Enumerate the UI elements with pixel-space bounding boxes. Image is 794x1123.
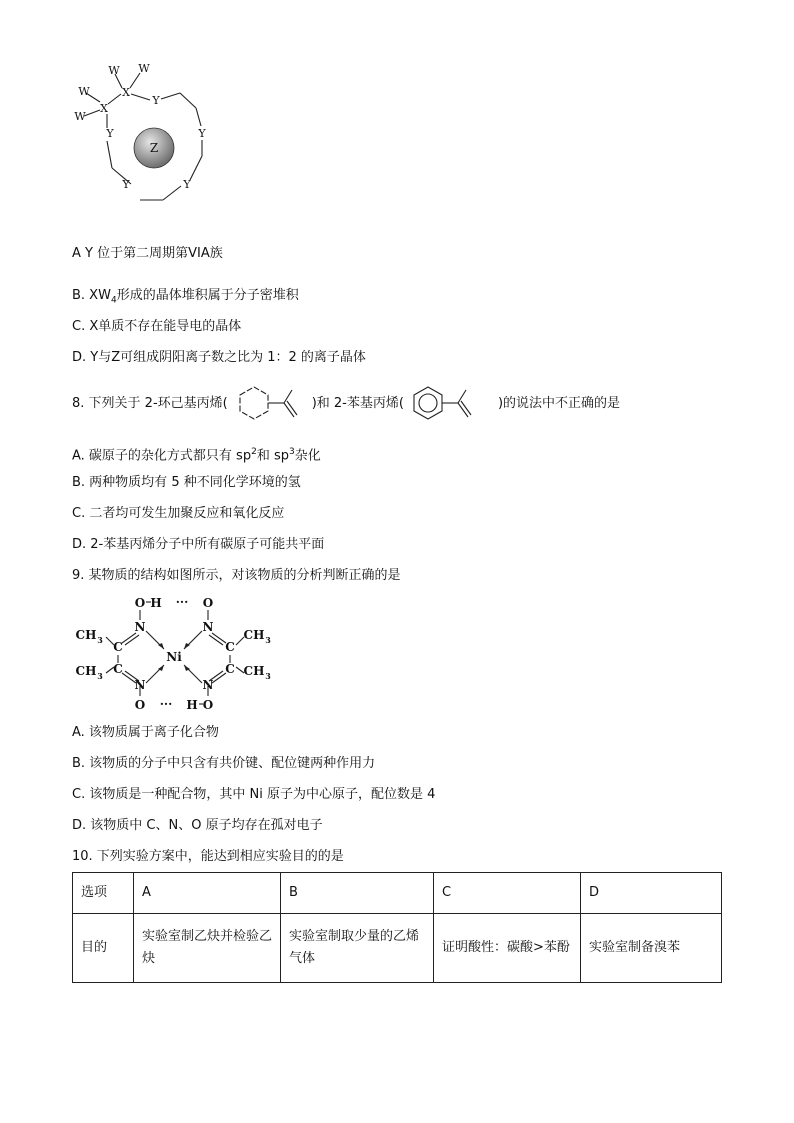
ring-label: Y (152, 94, 160, 107)
structure-atom: C (113, 640, 123, 654)
structure-atom: O (134, 596, 146, 610)
q9-option-c: C. 该物质是一种配合物，其中 Ni 原子为中心原子，配位数是 4 (72, 787, 436, 802)
structure-atom: H (186, 698, 198, 712)
q7-option-d: D. Y与Z可组成阴阳离子数之比为 1：2 的离子晶体 (72, 350, 366, 365)
ring-label: Y (122, 178, 130, 191)
structure-atom: CH (75, 664, 97, 678)
structure-atom: CH (75, 628, 97, 642)
structure-atom: C (225, 640, 235, 654)
table-cell: 目的 (73, 914, 134, 983)
q9-option-d: D. 该物质中 C、N、O 原子均存在孤对电子 (72, 818, 323, 833)
table-header-cell: 选项 (73, 873, 134, 914)
q7-option-c: C. X单质不存在能导电的晶体 (72, 319, 242, 334)
table-header-cell: A (134, 873, 281, 914)
structure-atom: 3 (265, 635, 271, 645)
ring-label: W (138, 62, 150, 75)
table-cell: 实验室制备溴苯 (581, 914, 722, 983)
q8-stem: 8. 下列关于 2-环己基丙烯( )和 2-苯基丙烯( )的说法中不正确的是 (72, 383, 620, 425)
q8-option-b: B. 两种物质均有 5 种不同化学环境的氢 (72, 475, 301, 490)
q10-stem: 10. 下列实验方案中，能达到相应实验目的的是 (72, 849, 344, 864)
structure-atom: C (113, 662, 123, 676)
structure-atom: Ni (166, 650, 182, 664)
structure-atom: 3 (97, 635, 103, 645)
q7-option-a: A Y 位于第二周期第VIA族 (72, 246, 223, 261)
nickel-complex-structure (70, 593, 280, 715)
ring-label: W (74, 110, 86, 123)
ring-label: Y (198, 127, 206, 140)
ring-label: W (78, 85, 90, 98)
structure-atom: O (202, 698, 214, 712)
table-cell: 实验室制取少量的乙烯气体 (281, 914, 434, 983)
q9-option-b: B. 该物质的分子中只含有共价键、配位键两种作用力 (72, 756, 376, 771)
structure-atom: O (134, 698, 146, 712)
q7-option-b: B. $XW_4$形成的晶体堆积属于分子密堆积 (72, 288, 299, 306)
structure-atom: CH (243, 628, 265, 642)
q8-option-a: A. 碳原子的杂化方式都只有 $sp^2$和 $sp^3$杂化 (72, 447, 321, 464)
ring-label: W (108, 64, 120, 77)
ring-label: Y (183, 178, 191, 191)
q9-option-a: A. 该物质属于离子化合物 (72, 725, 219, 740)
cyclohexyl-propene-structure (228, 384, 312, 424)
hydrogen-bond-dots: ··· (175, 595, 189, 609)
ring-label: Y (106, 127, 114, 140)
structure-atom: N (202, 620, 214, 634)
hydrogen-bond-dots: ··· (159, 697, 173, 711)
structure-atom: N (202, 678, 214, 692)
table-row (73, 914, 722, 983)
z-label: Z (149, 141, 159, 155)
crown-ether-figure (70, 58, 240, 210)
q8-option-d: D. 2-苯基丙烯分子中所有碳原子可能共平面 (72, 537, 325, 552)
table-header-row (73, 873, 722, 914)
structure-atom: 3 (97, 671, 103, 681)
structure-atom: CH (243, 664, 265, 678)
ring-label: X (122, 86, 130, 99)
structure-atom: C (225, 662, 235, 676)
q9-stem: 9. 某物质的结构如图所示，对该物质的分析判断正确的是 (72, 568, 401, 583)
ring-label: X (100, 102, 108, 115)
structure-atom: 3 (265, 671, 271, 681)
table-header-cell: C (434, 873, 581, 914)
phenyl-propene-structure (404, 384, 498, 424)
table-header-cell: B (281, 873, 434, 914)
structure-atom: O (202, 596, 214, 610)
structure-atom: H (150, 596, 162, 610)
table-header-cell: D (581, 873, 722, 914)
q8-option-c: C. 二者均可发生加聚反应和氧化反应 (72, 506, 285, 521)
structure-atom: N (134, 678, 146, 692)
structure-atom: N (134, 620, 146, 634)
q10-table (72, 872, 722, 983)
table-cell: 证明酸性：碳酸>苯酚 (434, 914, 581, 983)
table-cell: 实验室制乙炔并检验乙炔 (134, 914, 281, 983)
